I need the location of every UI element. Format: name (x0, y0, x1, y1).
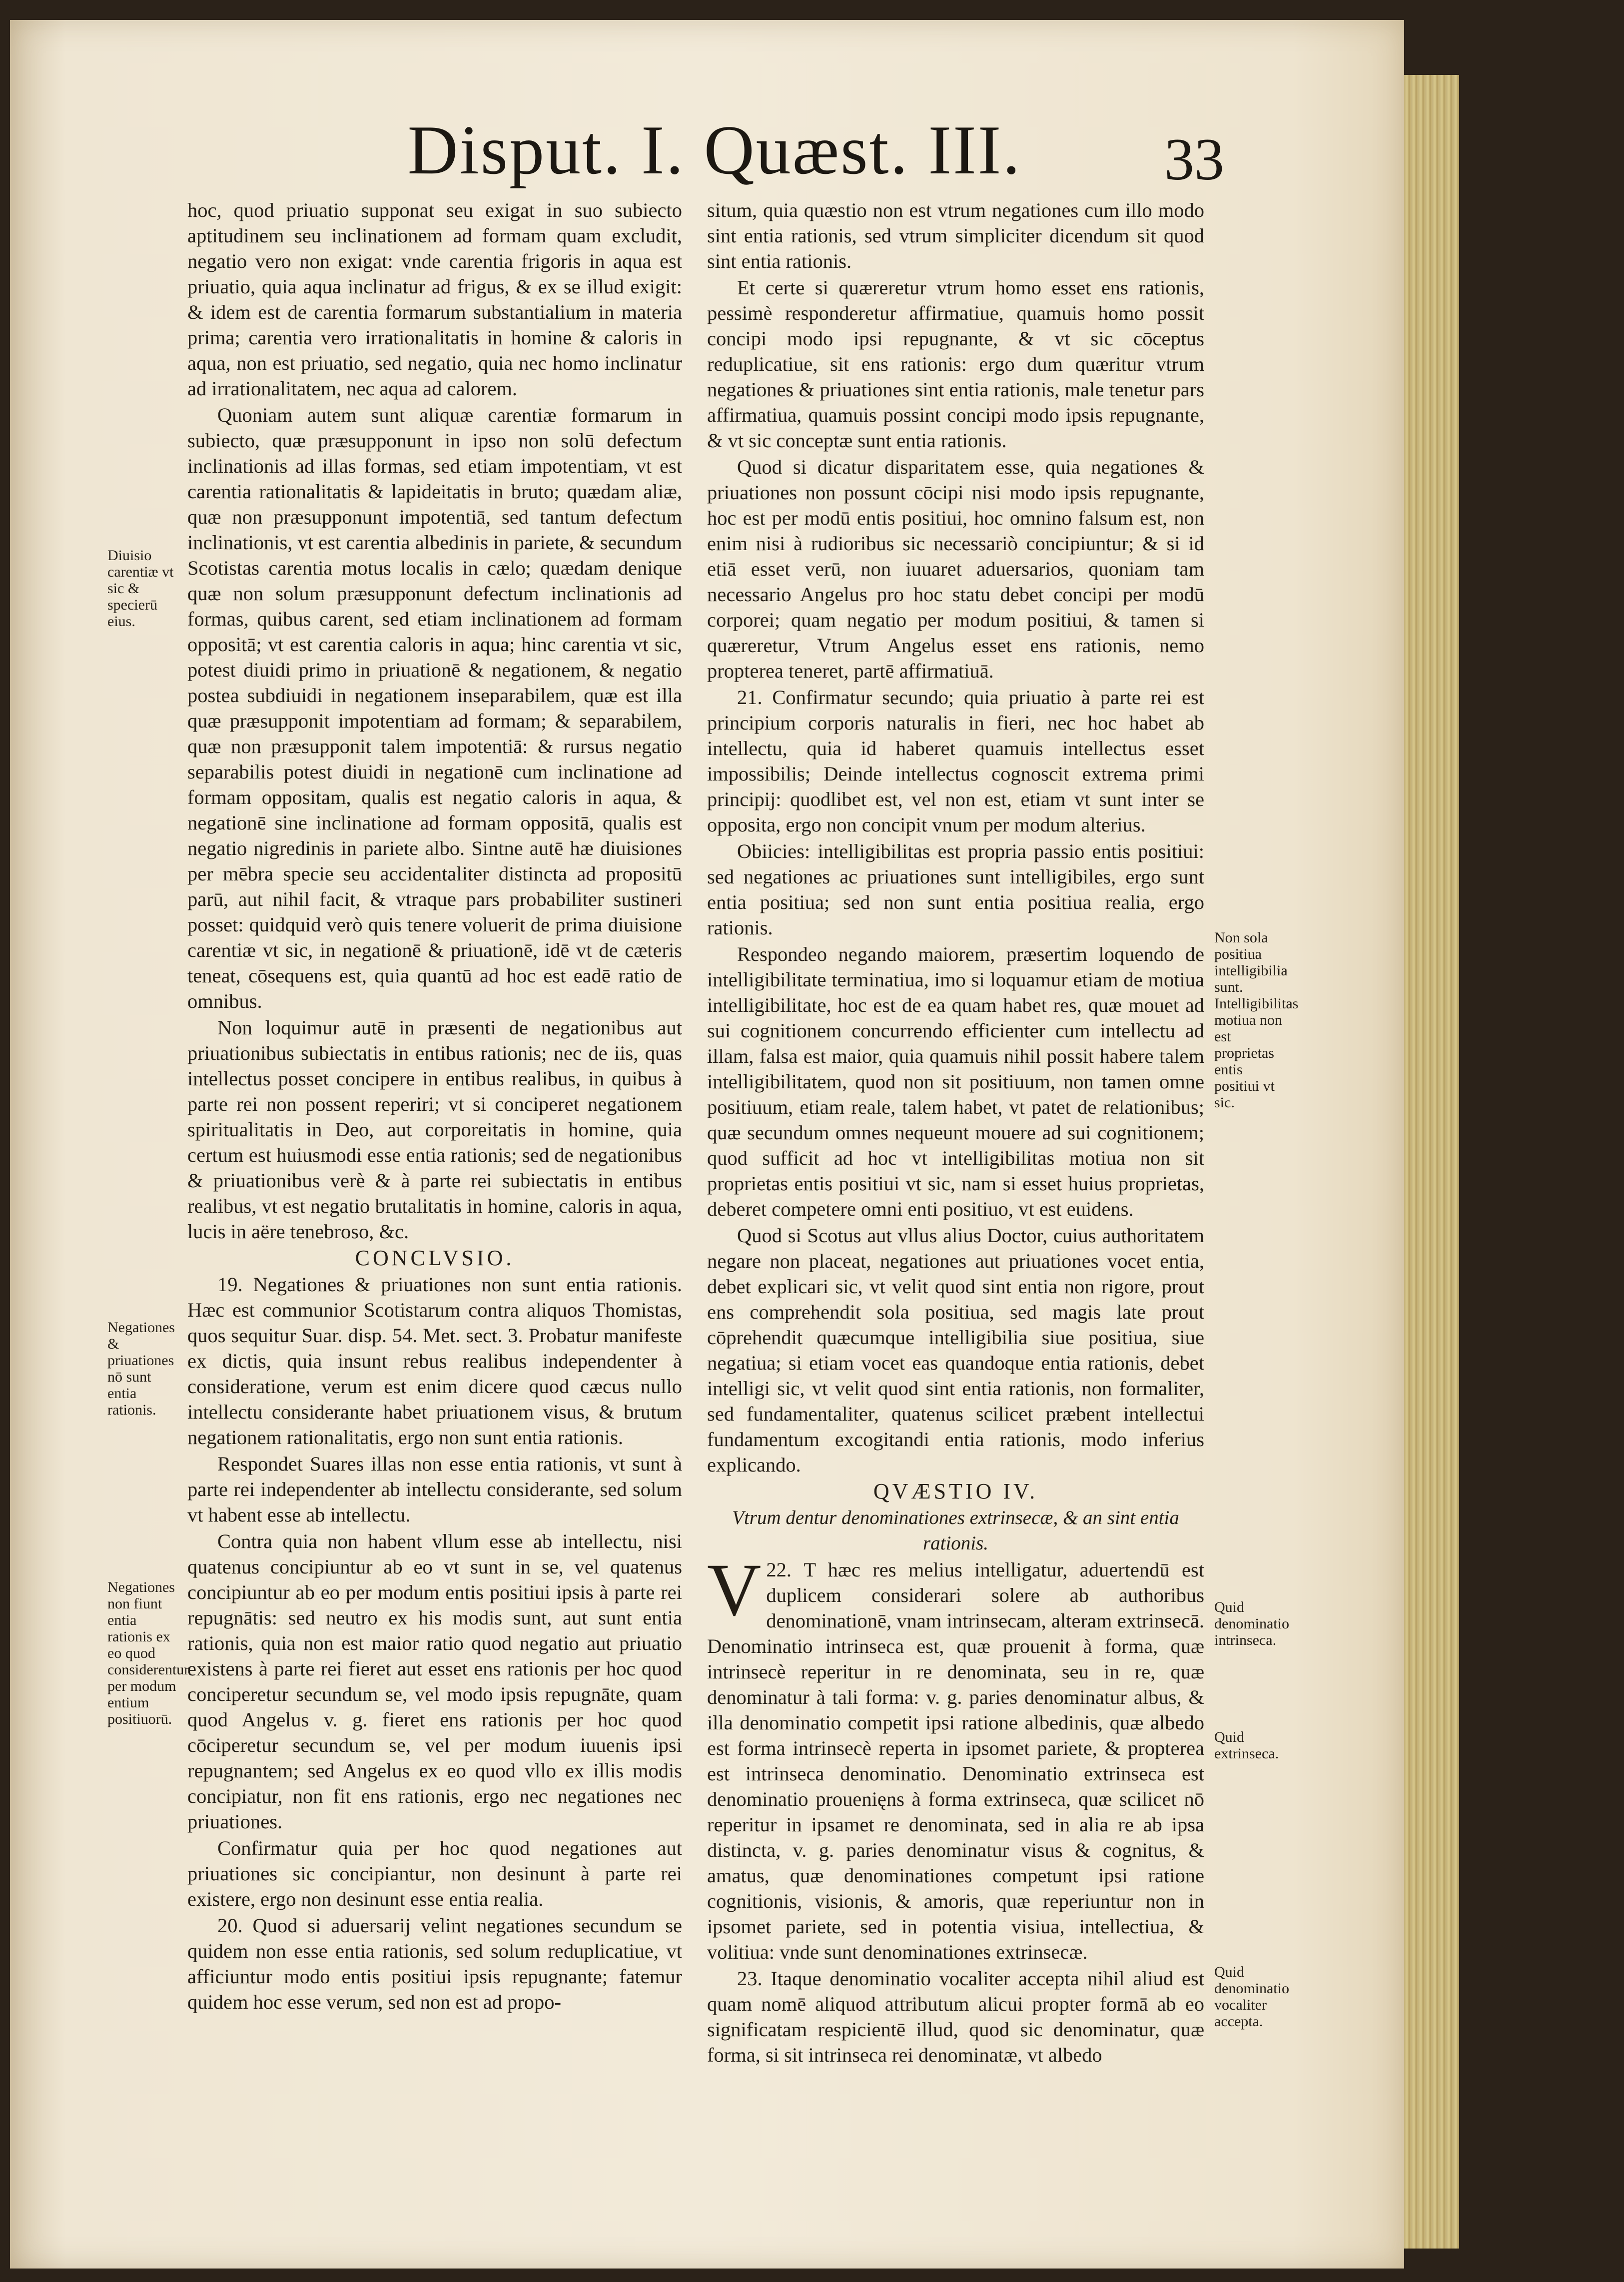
paragraph-text: T hæc res melius intelligatur, aduertendū est duplicem considerari solere ab authoribus denominationē, vnam intrinsecam, alteram extrinsecā. Denominatio intrinseca est, quæ prouenit à forma, quæ intrinsecè reperitur in re denominata, seu in re, quæ denominatur à tali forma: v. g. paries denominatur albus, & illa denominatio competit ipsi ratione albedinis, quæ albedo est forma intrinsecè reperta in ipsomet pariete, & propterea est intrinseca denominatio. Denominatio extrinseca est denominatio prouenięns à forma extrinseca, quæ scilicet nō reperitur in ipsamet re denominata, sed in alia re ab ipsa distincta, v. g. paries denominatur visus & cognitus, & amatus, quæ denominationes competunt ipsi ratione cognitionis, visionis, & amoris, quæ reperiuntur non in ipsomet pariete, sed in potentia visiua, intellectiua, & volitiua: vnde sunt denominationes extrinsecæ. (707, 1558, 1204, 1963)
drop-cap: V (707, 1548, 762, 1631)
paragraph: Obiicies: intelligibilitas est propria passio entis positiui: sed negationes ac priuationes sunt intelligibiles, ergo sunt entia positiua; sed non sunt entia positiua realia, ergo rationis. (707, 840, 1204, 939)
page-edges (1404, 75, 1459, 2249)
margin-note-right-4: Quid denominatio vocaliter accepta. (1214, 1964, 1289, 2030)
paragraph: Non loquimur autē in præsenti de negationibus aut priuationibus subiectatis in entibus rationis; nec de iis, quas intellectus posset concipere in entibus realibus, in quibus à parte rei non possent reperiri; vt si conciperet negationem spiritualitatis in Deo, aut corporeitatis in homine, quia certum est huiusmodi esse entia rationis; sed de negationibus & priuationibus verè & à parte rei subiectatis in entibus realibus, vt est negatio brutalitatis in homine, caloris in aqua, lucis in aëre tenebroso, &c. (187, 1016, 682, 1243)
paragraph (707, 1548, 1204, 1965)
paragraph: situm, quia quæstio non est vtrum negationes cum illo modo sint entia rationis, sed vtrum simpliciter dicendum sit quod sint entia rationis. (707, 199, 1204, 272)
margin-note-right-1: Non sola positiua intelligibilia sunt. Intelligibilitas motiua non est proprietas entis positiui vt sic. (1214, 929, 1299, 1111)
margin-note-right-2: Quid denominatio intrinseca. (1214, 1599, 1289, 1648)
page-number: 33 (1164, 126, 1224, 192)
margin-note-left-1: Diuisio carentiæ vt sic & specierū eius. (107, 547, 174, 630)
question-subtitle: Vtrum dentur denominationes extrinsecæ, & an sint entia rationis. (732, 1507, 1179, 1554)
paragraph: Et certe si quæreretur vtrum homo esset ens rationis, pessimè responderetur affirmatiue, quamuis homo possit concipi modo ipsi repugnante, & vt sic cōceptus reduplicatiue, sit ens rationis: ergo dum quæritur vtrum negationes & priuationes sint entia rationis, male tenetur pars affirmatiua, quamuis possint concipi modo ipsis repugnante, & vt sic conceptæ sunt entia rationis. (707, 276, 1204, 452)
paragraph: Respondet Suares illas non esse entia rationis, vt sunt à parte rei independenter ab intellectu considerante, sed solum vt habent esse ab intellectu. (187, 1453, 682, 1526)
paragraph: hoc, quod priuatio supponat seu exigat in suo subiecto aptitudinem seu inclinationem ad formam quam excludit, negatio vero non exigat: vnde carentia frigoris in aqua est priuatio, quia aqua inclinatur ad frigus, & ex se illud exigit: & idem est de carentia formarum substantialium in materia prima; carentia vero irrationalitatis in homine & caloris in aqua, non est priuatio, sed negatio, quia nec homo inclinatur ad irrationalitatem, nec aqua ad calorem. (187, 199, 682, 400)
paragraph: Contra quia non habent vllum esse ab intellectu, nisi quatenus concipiuntur ab eo vt sunt in se, vel quatenus concipiuntur ab eo per modum entis positiui ipsis à parte rei repugnātis: sed neutro ex his modis sunt, aut sunt entia rationis, quia non est maior ratio quod negatio aut priuatio existens à parte rei fieret aut esset ens rationis per hoc quod conciperetur secundum se, vel modo ipsis repugnāte, quam quod Angelus v. g. fieret ens rationis per hoc quod cōciperetur secundum se, vel per modum iuuenis ipsi repugnantem; sed Angelus ex eo quod vllo ex illis modis concipiatur, non fit ens rationis, ergo nec negationes nec priuationes. (187, 1530, 682, 1833)
margin-note-right-3: Quid extrinseca. (1214, 1729, 1279, 1762)
running-title: Disput. I. Quæst. III. (407, 111, 1022, 189)
margin-note-left-3: Negationes non fiunt entia rationis ex eo quod considerentur per modum entium positiuorū. (107, 1579, 189, 1727)
paragraph: 21. Confirmatur secundo; quia priuatio à parte rei est principium corporis naturalis in fieri, nec hoc habet ab intellectu, quia id haberet quamuis intellectus esset impossibilis; Deinde intellectus cognoscit extrema primi principij: quodlibet est, vel non est, etiam vt sunt inter se opposita, ergo non concipit vnum per modum alterius. (707, 686, 1204, 836)
section-heading: CONCLVSIO. (355, 1246, 515, 1270)
paragraph: 23. Itaque denominatio vocaliter accepta nihil aliud est quam nomē aliquod attributum alicui propter formā ab eo significatam respicientē illud, quod sic denominatur, quæ forma, si sit intrinseca rei denominatæ, vt albedo (707, 1967, 1204, 2066)
question-heading: QVÆSTIO IV. (873, 1479, 1038, 1504)
paragraph: Quod si dicatur disparitatem esse, quia negationes & priuationes non possunt cōcipi nisi modo ipsis repugnante, hoc est per modū entis positiui, hoc omnino falsum est, non enim nisi à rudioribus sic necessariò concipiuntur; & si id etiā esset verū, non iuuaret aduersarios, quoniam tam necessario Angelus pro hoc statu debet concipi per modū corporei; quam negatio per modum positiui, & tamen si quæreretur, Vtrum Angelus esset ens rationis, nemo propterea teneret, partē affirmatiuā. (707, 456, 1204, 682)
margin-note-left-2: Negationes & priuationes nō sunt entia rationis. (107, 1319, 175, 1418)
left-column (187, 197, 682, 2131)
right-column (707, 197, 1204, 2131)
paragraph: 19. Negationes & priuationes non sunt entia rationis. Hæc est communior Scotistarum contra aliquos Thomistas, quos sequitur Suar. disp. 54. Met. sect. 3. Probatur manifeste ex dictis, quia insunt rebus realibus independenter à consideratione, verum est enim dicere quod cæcus nullo intellectu considerante habet priuationem visus, & brutum negationem rationalitatis, ergo non sunt entia rationis. (187, 1273, 682, 1449)
paragraph: Quod si Scotus aut vllus alius Doctor, cuius authoritatem negare non placeat, negationes aut priuationes vocet entia, debet explicari sic, vt velit quod sint entia non rigore, prout ens comprehendit sola positiua, sed magis late prout cōprehendit quæcumque intelligibilia siue positiua, siue negatiua; si etiam vocet eas quandoque entia rationis, debet intelligi sic, vt velit quod sint entia rationis, non formaliter, sed fundamentaliter, quatenus scilicet præbent intellectui fundamentum excogitandi entia rationis, modo inferius explicando. (707, 1224, 1204, 1476)
paragraph: Respondeo negando maiorem, præsertim loquendo de intelligibilitate terminatiua, imo si loquamur etiam de motiua intelligibilitate, hoc est de ea quam habet res, quæ mouet ad sui cognitionem concurrendo efficienter cum intellectu ad illam, falsa est maior, quia quamuis nihil possit habere talem intelligibilitatem, quod non sit positiuum, non tamen omne positiuum, etiam reale, talem habet, vt patet de relationibus; quæ secundum omnes nequeunt mouere ad sui cognitionem; quod sufficit ad hoc vt intelligibilitas motiua non sit proprietas entis positiui vt sic, nam si esset huius proprietas, deberet competere omni enti positiuo, vt est euidens. (707, 943, 1204, 1220)
paragraph: 20. Quod si aduersarij velint negationes secundum se quidem non esse entia rationis, sed solum reduplicatiue, vt afficiuntur modo entis positiui ipsis repugnante; fatemur quidem hoc esse verum, sed non est ad propo- (187, 1914, 682, 2013)
paragraph: Quoniam autem sunt aliquæ carentiæ formarum in subiecto, quæ præsupponunt in ipso non solū defectum inclinationis ad illas formas, sed etiam impotentiam, vt est carentia rationalitatis & lapideitatis in bruto; quædam aliæ, quæ non præsupponunt impotentiā, sed tantum defectum inclinationis, vt est carentia albedinis in pariete, & secundum Scotistas carentia motus localis in cælo; quædam denique quæ non solum præsupponunt defectum inclinationis ad formas, quibus carent, sed etiam inclinationem ad formam oppositā; vt est carentia caloris in aqua; hinc carentia vt sic, potest diuidi primo in priuationē & negationem, & negatio postea subdiuidi in negationem inseparabilem, quæ est illa quæ præsupponit impotentiam ad formam; & separabilem, quæ non præsupponit talem impotentiā: & rursus negatio separabilis potest diuidi in negationē cum inclinatione ad formam oppositam, qualis est negatio caloris in aqua, & negationē sine inclinatione ad formam oppositā, qualis est negatio nigredinis in pariete albo. Sintne autē hæ diuisiones per mēbra specie seu accidentaliter distincta ad propositū parū, aut nihil facit, & vtraque pars probabiliter sustineri posset: quidquid verò quis tenere voluerit de prima diuisione carentiæ vt sic, in negationē & priuationē, idē vt de cæteris teneat, cōsequens est, quia quantū ad hoc est eadē ratio de omnibus. (187, 404, 682, 1012)
paragraph-number: 22. (766, 1558, 792, 1581)
paragraph: Confirmatur quia per hoc quod negationes aut priuationes sic concipiantur, non desinunt à parte rei existere, ergo non desinunt esse entia realia. (187, 1837, 682, 1910)
